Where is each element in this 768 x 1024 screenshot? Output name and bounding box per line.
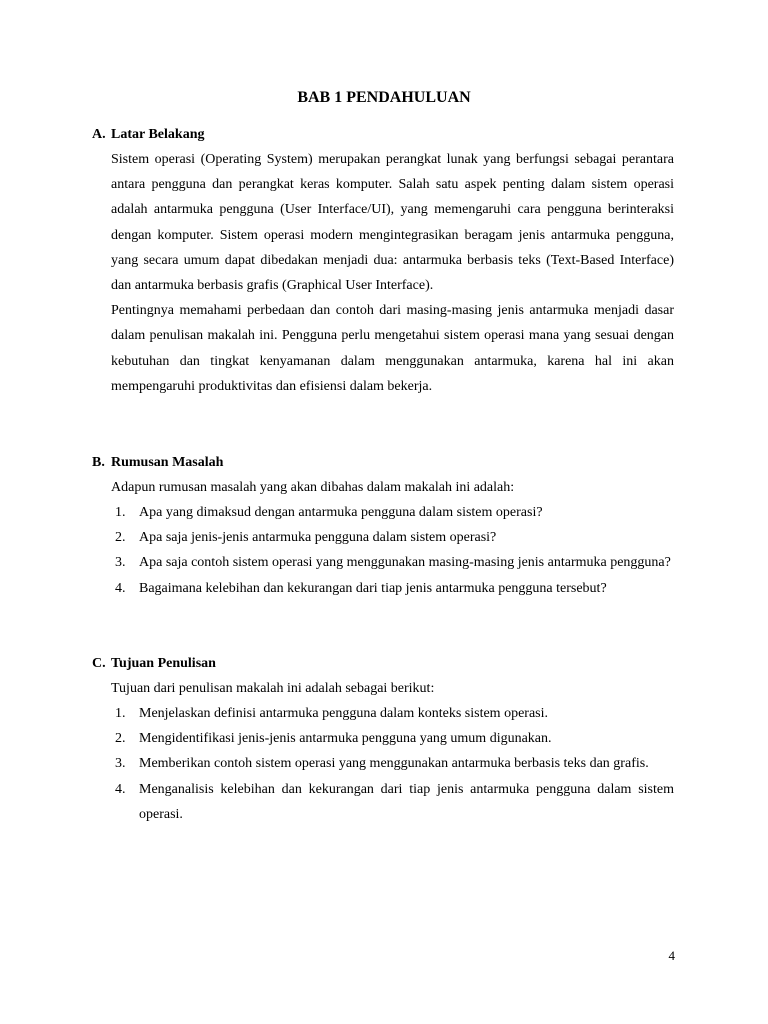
list-item xyxy=(111,525,674,550)
page-title: BAB 1 PENDAHULUAN xyxy=(297,89,471,106)
section-letter: B. xyxy=(92,455,105,470)
list-number: 1. xyxy=(115,706,126,721)
question-list xyxy=(111,500,674,601)
list-number: 1. xyxy=(115,505,126,520)
list-item xyxy=(111,701,674,726)
section-heading xyxy=(92,454,674,472)
list-number: 2. xyxy=(115,731,126,747)
section-heading xyxy=(92,655,674,673)
list-number: 2. xyxy=(115,530,126,546)
list-item xyxy=(111,777,674,827)
section-tujuan-penulisan xyxy=(92,655,674,827)
section-intro: Tujuan dari penulisan makalah ini adalah sebagai berikut: xyxy=(111,681,435,696)
section-latar-belakang xyxy=(92,126,674,399)
paragraph: Pentingnya memahami perbedaan dan contoh dari masing-masing jenis antarmuka menjadi dasar dalam penulisan makalah ini. Pengguna perlu mengetahui sistem operasi mana yang sesuai dengan kebutuhan dan tingkat kenyamanan dalam menggunakan antarmuka, karena hal ini akan mempengaruhi produktivitas dan efisiensi dalam bekerja. xyxy=(111,303,674,394)
list-item xyxy=(111,550,674,575)
section-intro: Adapun rumusan masalah yang akan dibahas dalam makalah ini adalah: xyxy=(111,480,515,495)
list-text: Menjelaskan definisi antarmuka pengguna dalam konteks sistem operasi. xyxy=(139,706,549,721)
list-number: 4. xyxy=(115,781,126,797)
section-heading-text: Latar Belakang xyxy=(111,127,205,142)
list-number: 4. xyxy=(115,580,126,596)
list-text: Bagaimana kelebihan dan kekurangan dari tiap jenis antarmuka pengguna tersebut? xyxy=(139,580,607,596)
list-text: Memberikan contoh sistem operasi yang menggunakan antarmuka berbasis teks dan grafis. xyxy=(139,756,649,772)
list-text: Apa yang dimaksud dengan antarmuka pengguna dalam sistem operasi? xyxy=(139,505,543,520)
page-number: 4 xyxy=(668,948,675,963)
list-item xyxy=(111,726,674,751)
list-text: Apa saja contoh sistem operasi yang menggunakan masing-masing jenis antarmuka pengguna? xyxy=(139,555,671,571)
list-item xyxy=(111,500,674,525)
list-text: Mengidentifikasi jenis-jenis antarmuka pengguna yang umum digunakan. xyxy=(139,731,552,747)
list-number: 3. xyxy=(115,555,126,571)
objective-list xyxy=(111,701,674,827)
section-letter: A. xyxy=(92,127,106,142)
list-item xyxy=(111,576,674,601)
section-heading-text: Tujuan Penulisan xyxy=(111,656,216,671)
list-text: Apa saja jenis-jenis antarmuka pengguna dalam sistem operasi? xyxy=(139,530,497,546)
section-letter: C. xyxy=(92,656,106,671)
section-heading-text: Rumusan Masalah xyxy=(111,455,224,470)
paragraph: Sistem operasi (Operating System) merupakan perangkat lunak yang berfungsi sebagai perantara antara pengguna dan perangkat keras komputer. Salah satu aspek penting dalam sistem operasi adalah antarmuka pengguna (User Interface/UI), yang memengaruhi cara pengguna berinteraksi dengan komputer. Sistem operasi modern mengintegrasikan beragam jenis antarmuka pengguna, yang secara umum dapat dibedakan menjadi dua: antarmuka berbasis teks (Text-Based Interface) dan antarmuka berbasis grafis (Graphical User Interface). xyxy=(111,152,674,294)
section-heading xyxy=(92,126,674,144)
list-item xyxy=(111,751,674,776)
list-text: Menganalisis kelebihan dan kekurangan dari tiap jenis antarmuka pengguna dalam sistem operasi. xyxy=(139,781,674,822)
section-rumusan-masalah xyxy=(92,454,674,601)
list-number: 3. xyxy=(115,756,126,772)
